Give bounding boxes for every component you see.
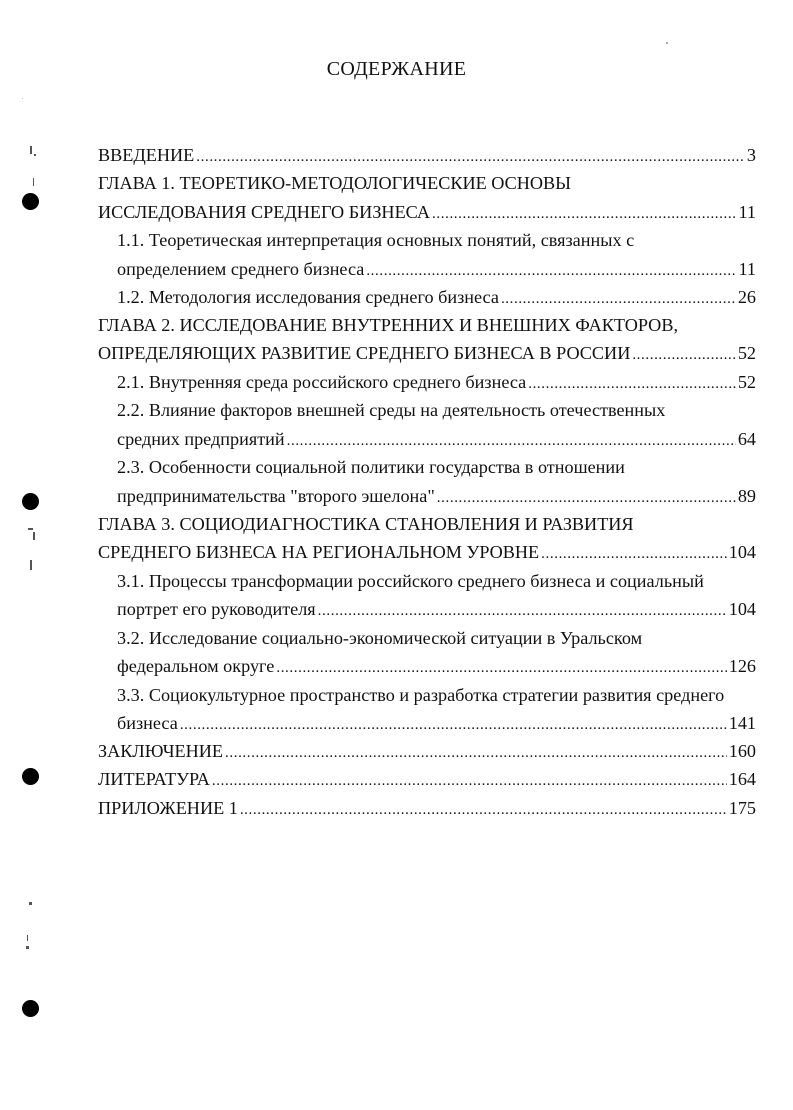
toc-page-number: 64: [737, 429, 756, 449]
toc-entry-text: бизнеса: [117, 713, 178, 733]
punch-hole-mark: [22, 193, 39, 210]
toc-page-number: 52: [737, 343, 756, 363]
toc-entry-appendix-1: [98, 796, 756, 822]
toc-entry-literature: [98, 767, 756, 793]
toc-section-1-1-line1: [117, 228, 634, 252]
dot-leader: [541, 542, 727, 566]
toc-section-3-2-line1: [117, 626, 642, 650]
toc-entry-text: 1.1. Теоретическая интерпретация основных понятий, связанных с: [117, 230, 635, 250]
toc-entry-text: ЗАКЛЮЧЕНИЕ: [98, 741, 224, 761]
toc-entry-text: ГЛАВА 2. ИССЛЕДОВАНИЕ ВНУТРЕННИХ И ВНЕШНИХ ФАКТОРОВ,: [98, 315, 678, 335]
toc-section-2-1: [117, 370, 756, 396]
scan-speck: [34, 154, 36, 156]
toc-section-1-1-line2: [117, 257, 756, 283]
toc-section-2-3-line1: [117, 455, 625, 479]
toc-page-number: 3: [746, 145, 756, 165]
toc-chapter-2-line1: [98, 313, 678, 337]
toc-entry-text: 3.1. Процессы трансформации российского среднего бизнеса и социальный: [117, 571, 704, 591]
toc-entry-text: ИССЛЕДОВАНИЯ СРЕДНЕГО БИЗНЕСА: [98, 202, 431, 222]
toc-page-number: 175: [728, 798, 756, 818]
toc-entry-conclusion: [98, 739, 756, 765]
toc-entry-text: ГЛАВА 3. СОЦИОДИАГНОСТИКА СТАНОВЛЕНИЯ И РАЗВИТИЯ: [98, 514, 634, 534]
toc-page-number: 11: [738, 202, 756, 222]
scan-speck: [26, 946, 29, 949]
scan-speck: [27, 935, 28, 941]
toc-entry-text: ВВЕДЕНИЕ: [98, 145, 195, 165]
dot-leader: [501, 287, 736, 311]
toc-page-number: 104: [728, 542, 756, 562]
toc-chapter-2-line2: [98, 341, 756, 367]
dot-leader: [287, 429, 736, 453]
toc-entry-text: 1.2. Методология исследования среднего бизнеса: [117, 287, 499, 307]
scan-speck: [30, 560, 32, 570]
dot-leader: [528, 372, 736, 396]
scan-speck: [666, 42, 668, 44]
toc-page-number: 104: [728, 599, 756, 619]
scan-speck: [29, 902, 32, 905]
toc-page-number: 89: [737, 486, 756, 506]
scan-speck: [33, 532, 35, 540]
toc-entry-text: 3.3. Социокультурное пространство и разработка стратегии развития среднего: [117, 685, 725, 705]
toc-section-3-2-line2: [117, 654, 756, 680]
toc-entry-text: предпринимательства "второго эшелона": [117, 486, 435, 506]
toc-chapter-1-line2: [98, 200, 756, 226]
toc-page-number: 164: [728, 769, 756, 789]
dot-leader: [180, 713, 727, 737]
toc-entry-text: 2.3. Особенности социальной политики государства в отношении: [117, 457, 625, 477]
dot-leader: [366, 259, 736, 283]
toc-entry-text: ГЛАВА 1. ТЕОРЕТИКО-МЕТОДОЛОГИЧЕСКИЕ ОСНОВЫ: [98, 173, 572, 193]
toc-section-2-3-line2: [117, 484, 756, 510]
toc-entry-text: средних предприятий: [117, 429, 285, 449]
toc-entry-text: ЛИТЕРАТУРА: [98, 769, 210, 789]
toc-section-1-2: [117, 285, 756, 311]
scan-speck: [33, 178, 34, 186]
scan-speck: [28, 528, 33, 530]
toc-section-3-1-line2: [117, 597, 756, 623]
toc-entry-text: 3.2. Исследование социально-экономической ситуации в Уральском: [117, 628, 643, 648]
toc-page-number: 52: [737, 372, 756, 392]
punch-hole-mark: [22, 768, 39, 785]
toc-entry-text: определением среднего бизнеса: [117, 259, 365, 279]
toc-page-number: 126: [728, 656, 756, 676]
toc-entry-text: ОПРЕДЕЛЯЮЩИХ РАЗВИТИЕ СРЕДНЕГО БИЗНЕСА В РОССИИ: [98, 343, 631, 363]
dot-leader: [632, 343, 735, 367]
dot-leader: [240, 798, 727, 822]
dot-leader: [432, 202, 736, 226]
toc-section-3-3-line2: [117, 711, 756, 737]
toc-chapter-3-line1: [98, 512, 634, 536]
toc-entry-text: ПРИЛОЖЕНИЕ 1: [98, 798, 238, 818]
toc-entry-text: федеральном округе: [117, 656, 275, 676]
page-title: СОДЕРЖАНИЕ: [326, 58, 467, 80]
dot-leader: [437, 486, 736, 510]
toc-page-number: 141: [728, 713, 756, 733]
toc-section-2-2-line1: [117, 398, 665, 422]
toc-entry-text: 2.1. Внутренняя среда российского среднего бизнеса: [117, 372, 527, 392]
toc-entry-text: 2.2. Влияние факторов внешней среды на деятельность отечественных: [117, 400, 666, 420]
toc-page-number: 11: [738, 259, 756, 279]
toc-section-2-2-line2: [117, 427, 756, 453]
toc-chapter-1-line1: [98, 171, 571, 195]
dot-leader: [318, 599, 727, 623]
toc-page-number: 26: [737, 287, 756, 307]
scan-speck: [30, 146, 32, 154]
toc-page-number: 160: [728, 741, 756, 761]
dot-leader: [212, 769, 727, 793]
toc-section-3-3-line1: [117, 683, 724, 707]
toc-section-3-1-line1: [117, 569, 704, 593]
toc-entry-text: СРЕДНЕГО БИЗНЕСА НА РЕГИОНАЛЬНОМ УРОВНЕ: [98, 542, 540, 562]
dot-leader: [225, 741, 727, 765]
toc-entry-introduction: [98, 143, 756, 169]
punch-hole-mark: [22, 493, 39, 510]
punch-hole-mark: [22, 1000, 39, 1017]
toc-entry-text: портрет его руководителя: [117, 599, 316, 619]
toc-chapter-3-line2: [98, 540, 756, 566]
scan-speck: [22, 98, 23, 99]
dot-leader: [196, 145, 745, 169]
dot-leader: [276, 656, 726, 680]
